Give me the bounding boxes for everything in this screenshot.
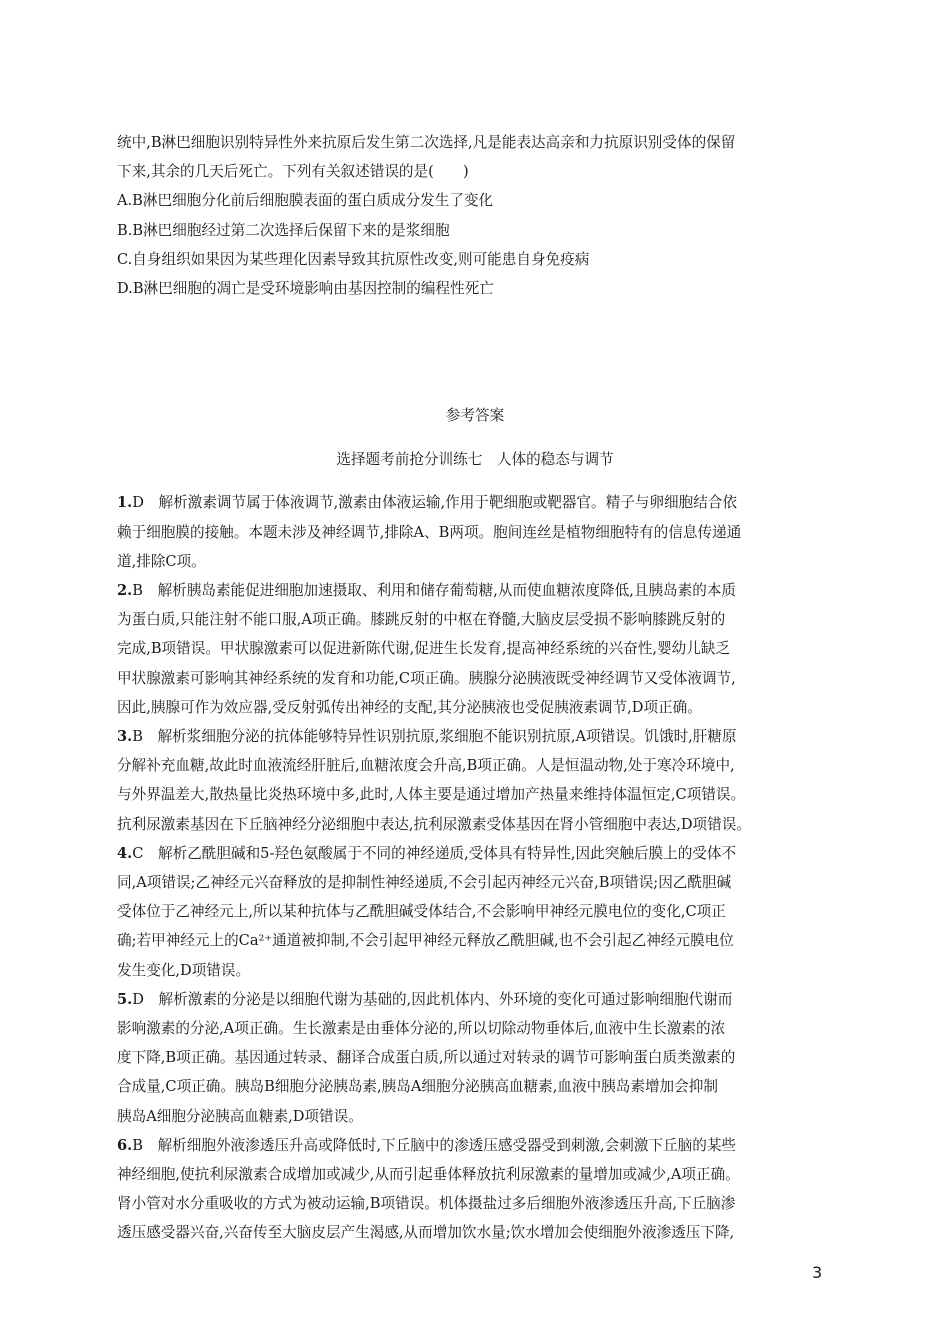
answer-line: 度下降,B项正确。基因通过转录、翻译合成蛋白质,所以通过对转录的调节可影响蛋白质类激素的	[117, 1049, 736, 1067]
answer-line: 受体位于乙神经元上,所以某种抗体与乙酰胆碱受体结合,不会影响甲神经元膜电位的变化,C项正	[117, 903, 726, 921]
option-c: C.自身组织如果因为某些理化因素导致其抗原性改变,则可能患自身免疫病	[117, 250, 590, 268]
answer-line: 因此,胰腺可作为效应器,受反射弧传出神经的支配,其分泌胰液也受促胰液素调节,D项正确。	[117, 698, 702, 716]
answer-line: 合成量,C项正确。胰岛B细胞分泌胰岛素,胰岛A细胞分泌胰高血糖素,血液中胰岛素增加会抑制	[117, 1078, 718, 1096]
answers-heading: 参考答案	[445, 406, 505, 424]
answer-line: 分解补充血糖,故此时血液流经肝脏后,血糖浓度会升高,B项正确。人是恒温动物,处于寒冷环境中,	[117, 757, 735, 775]
answer-line: 确;若甲神经元上的Ca²⁺通道被抑制,不会引起甲神经元释放乙酰胆碱,也不会引起乙神经元膜电位	[117, 932, 734, 950]
question-tail	[117, 128, 833, 303]
answer-line: 为蛋白质,只能注射不能口服,A项正确。膝跳反射的中枢在脊髓,大脑皮层受损不影响膝跳反射的	[117, 611, 726, 629]
answer-6	[117, 1131, 833, 1248]
answer-line: 抗利尿激素基因在下丘脑神经分泌细胞中表达,抗利尿激素受体基因在肾小管细胞中表达,D项错误。	[117, 815, 751, 833]
answer-line: 完成,B项错误。甲状腺激素可以促进新陈代谢,促进生长发育,提高神经系统的兴奋性,婴幼儿缺乏	[117, 640, 731, 658]
option-d: D.B淋巴细胞的凋亡是受环境影响由基因控制的编程性死亡	[117, 280, 494, 298]
section-title: 选择题考前抢分训练七 人体的稳态与调节	[336, 450, 614, 468]
option-b: B.B淋巴细胞经过第二次选择后保留下来的是浆细胞	[117, 221, 450, 239]
answer-line: 发生变化,D项错误。	[117, 961, 251, 979]
answer-5	[117, 985, 833, 1131]
answer-line: 道,排除C项。	[117, 552, 206, 570]
answer-line: B 解析细胞外液渗透压升高或降低时,下丘脑中的渗透压感受器受到刺激,会刺激下丘脑的某些	[132, 1136, 737, 1154]
answer-1	[117, 488, 833, 576]
question-line: 下来,其余的几天后死亡。下列有关叙述错误的是( )	[117, 163, 469, 181]
page-number: 3	[812, 1263, 823, 1282]
answer-line: D 解析激素调节属于体液调节,激素由体液运输,作用于靶细胞或靶器官。精子与卵细胞结合依	[132, 494, 737, 512]
answer-line: B 解析胰岛素能促进细胞加速摄取、利用和储存葡萄糖,从而使血糖浓度降低,且胰岛素的本质	[132, 582, 737, 600]
answer-line: D 解析激素的分泌是以细胞代谢为基础的,因此机体内、外环境的变化可通过影响细胞代谢而	[132, 990, 733, 1008]
option-a: A.B淋巴细胞分化前后细胞膜表面的蛋白质成分发生了变化	[117, 192, 494, 210]
answer-line: 赖于细胞膜的接触。本题未涉及神经调节,排除A、B两项。胞间连丝是植物细胞特有的信息传递通	[117, 523, 742, 541]
answer-number: 4.	[117, 844, 133, 862]
answer-number: 3.	[117, 728, 133, 746]
answer-number: 6.	[117, 1136, 133, 1154]
answer-line: 神经细胞,使抗利尿激素合成增加或减少,从而引起垂体释放抗利尿激素的量增加或减少,A项正确。	[117, 1166, 740, 1184]
answer-2	[117, 576, 833, 722]
answer-line: 肾小管对水分重吸收的方式为被动运输,B项错误。机体摄盐过多后细胞外液渗透压升高,下丘脑渗	[117, 1195, 736, 1213]
answer-line: C 解析乙酰胆碱和5-羟色氨酸属于不同的神经递质,受体具有特异性,因此突触后膜上的受体不	[132, 844, 737, 862]
answer-line: B 解析浆细胞分泌的抗体能够特异性识别抗原,浆细胞不能识别抗原,A项错误。饥饿时,肝糖原	[132, 728, 737, 746]
question-line: 统中,B淋巴细胞识别特异性外来抗原后发生第二次选择,凡是能表达高亲和力抗原识别受体的保留	[117, 134, 736, 151]
answer-line: 甲状腺激素可影响其神经系统的发育和功能,C项正确。胰腺分泌胰液既受神经调节又受体液调节,	[117, 669, 736, 687]
answer-number: 1.	[117, 494, 133, 512]
document-page	[117, 128, 833, 1248]
answer-line: 同,A项错误;乙神经元兴奋释放的是抑制性神经递质,不会引起丙神经元兴奋,B项错误;因乙酰胆碱	[117, 874, 732, 892]
answer-line: 透压感受器兴奋,兴奋传至大脑皮层产生渴感,从而增加饮水量;饮水增加会使细胞外液渗透压下降,	[117, 1224, 735, 1242]
answer-number: 5.	[117, 990, 133, 1008]
answer-number: 2.	[117, 582, 133, 600]
answer-4	[117, 839, 833, 985]
answer-line: 影响激素的分泌,A项正确。生长激素是由垂体分泌的,所以切除动物垂体后,血液中生长激素的浓	[117, 1020, 726, 1038]
answer-3	[117, 722, 833, 839]
answer-line: 与外界温差大,散热量比炎热环境中多,此时,人体主要是通过增加产热量来维持体温恒定,C项错误。	[117, 786, 746, 804]
answer-line: 胰岛A细胞分泌胰高血糖素,D项错误。	[117, 1107, 363, 1125]
